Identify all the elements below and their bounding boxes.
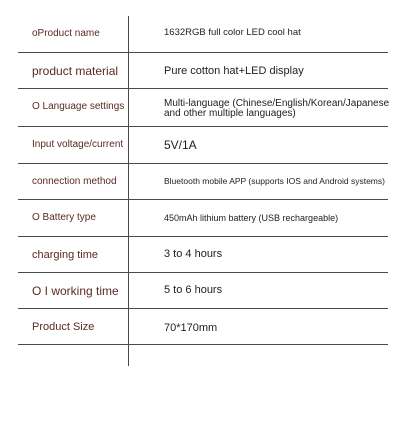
spec-value: 70*170mm — [164, 322, 218, 334]
spec-row-language-settings — [18, 88, 388, 127]
spec-label: charging time — [32, 249, 99, 261]
spec-row-connection-method — [18, 163, 388, 200]
spec-row-charging-time — [18, 236, 388, 273]
spec-row-product-size — [18, 308, 388, 345]
spec-label: oProduct name — [32, 28, 100, 39]
spec-label: O Battery type — [32, 212, 96, 223]
spec-value: Multi-language (Chinese/English/Korean/Japanese and other multiple languages) — [164, 98, 390, 119]
spec-label: O I working time — [32, 284, 119, 298]
column-divider — [128, 16, 129, 366]
spec-label: Input voltage/current — [32, 139, 124, 150]
spec-label: O Language settings — [32, 101, 125, 112]
spec-label: product material — [32, 64, 119, 78]
spec-value: 3 to 4 hours — [164, 248, 223, 260]
spec-value: 5V/1A — [164, 138, 197, 152]
spec-row-input-voltage — [18, 126, 388, 164]
spec-row-product-name — [18, 16, 388, 53]
spec-value: 450mAh lithium battery (USB rechargeable) — [164, 213, 339, 223]
spec-value: Pure cotton hat+LED display — [164, 65, 304, 77]
spec-value: 5 to 6 hours — [164, 284, 223, 296]
spec-label: connection method — [32, 176, 117, 187]
spec-label: Product Size — [32, 321, 95, 333]
spec-row-product-material — [18, 52, 388, 89]
spec-row-battery-type — [18, 199, 388, 237]
spec-value: 1632RGB full color LED cool hat — [164, 27, 301, 38]
spec-value: Bluetooth mobile APP (supports IOS and Android systems) — [164, 176, 385, 186]
spec-row-working-time — [18, 272, 388, 309]
